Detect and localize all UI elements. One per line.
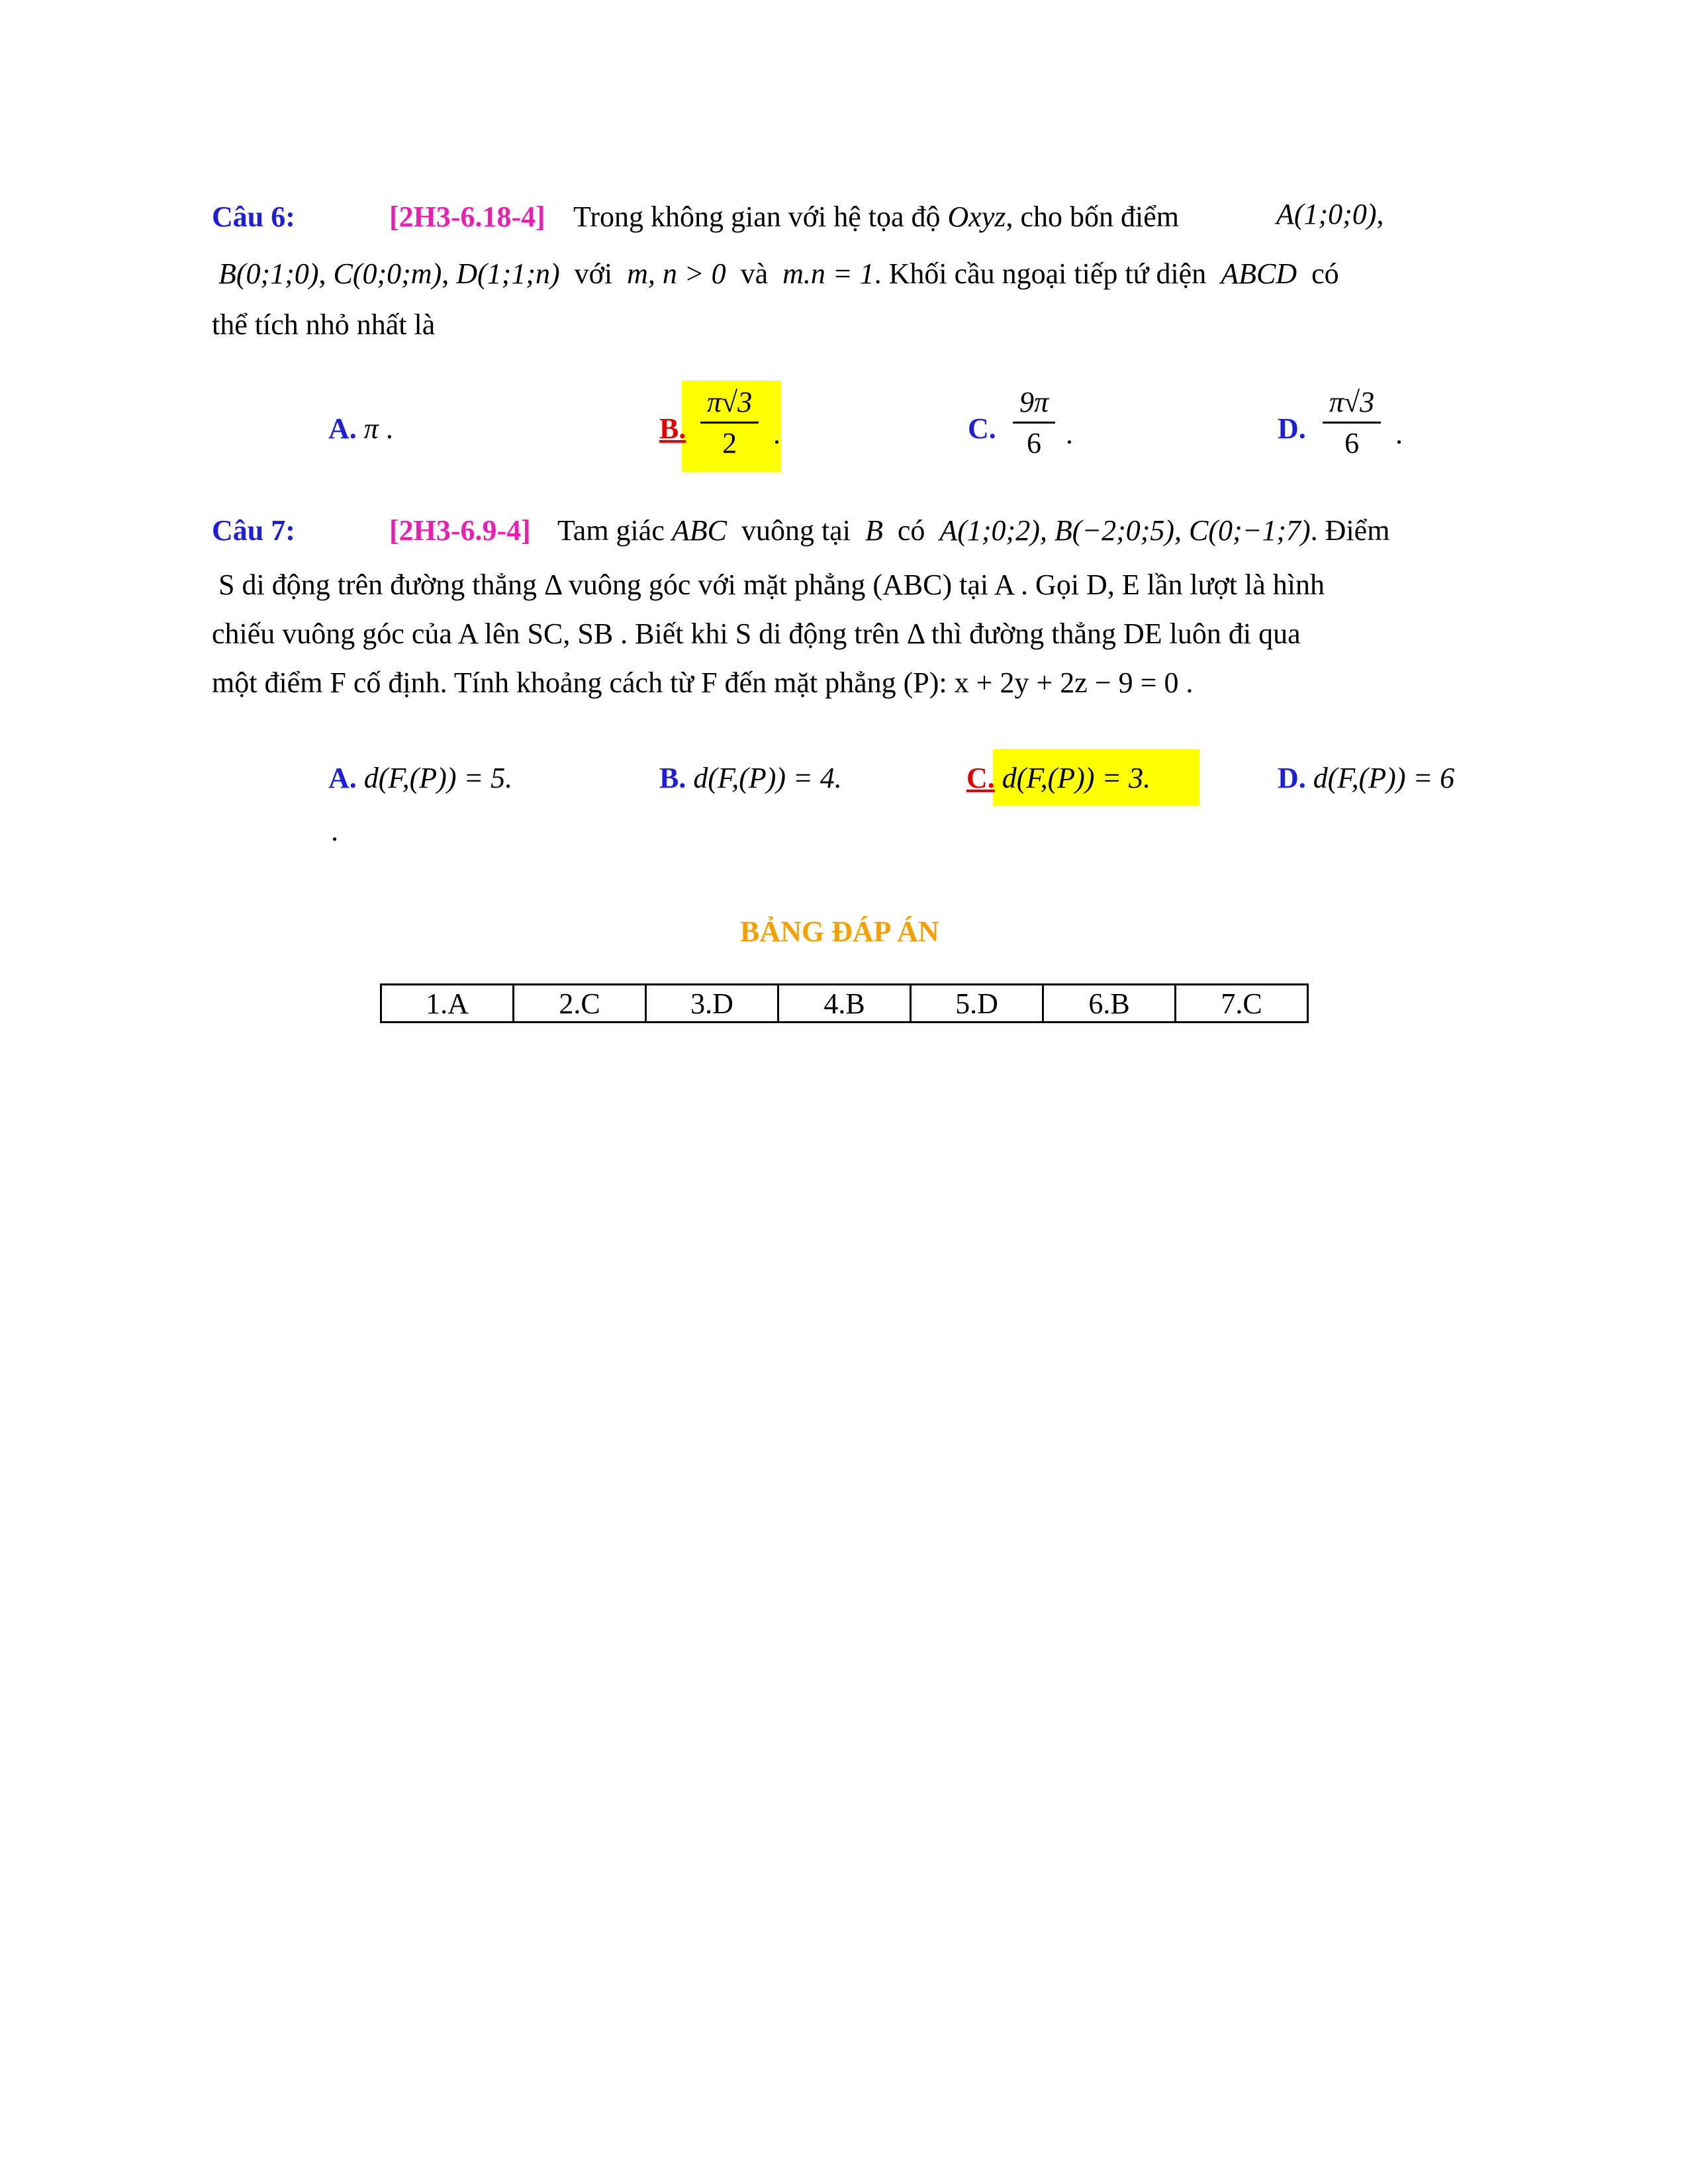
question-6-line2: B(0;1;0), C(0;0;m), D(1;1;n) với m, n > 0 và m.n = 1. Khối cầu ngoại tiếp tứ diện ABCD có bbox=[218, 257, 1339, 290]
question-7-line1: Tam giác ABC vuông tại B có A(1;0;2), B(−2;0;5), C(0;−1;7). Điểm bbox=[557, 514, 1390, 547]
answer-table-row bbox=[381, 985, 1308, 1023]
q6-option-c-dot: . bbox=[1066, 418, 1073, 450]
q7-option-d: D. d(F,(P)) = 6 bbox=[1278, 762, 1455, 794]
answer-cell: 4.B bbox=[778, 985, 911, 1023]
q6-option-b-fraction: $\frac{\pi√3}{2}$ bbox=[700, 385, 759, 460]
point-a: A(1;0;0), bbox=[1276, 198, 1384, 230]
question-6-line1: Trong không gian với hệ tọa độ Oxyz, cho bốn điểm bbox=[573, 201, 1179, 233]
question-7-line3: chiếu vuông góc của A lên SC, SB . Biết khi S di động trên Δ thì đường thẳng DE luôn đi qua bbox=[212, 617, 1301, 650]
q7-option-a: A. d(F,(P)) = 5. bbox=[328, 762, 513, 794]
q7-option-b: B. d(F,(P)) = 4. bbox=[659, 762, 842, 794]
q6-option-d-label: D. bbox=[1278, 412, 1306, 445]
answer-cell: 7.C bbox=[1176, 985, 1308, 1023]
q7-trailing-dot: . bbox=[331, 815, 338, 847]
q6-option-b-dot: . bbox=[773, 418, 780, 450]
question-6-tag: [2H3-6.18-4] bbox=[389, 201, 545, 233]
question-6-label: Câu 6: bbox=[212, 201, 295, 233]
answer-cell: 1.A bbox=[381, 985, 514, 1023]
question-7-tag: [2H3-6.9-4] bbox=[389, 514, 531, 547]
answer-table-title: BẢNG ĐÁP ÁN bbox=[740, 915, 939, 948]
q6-option-b-label: B. bbox=[659, 412, 686, 445]
answer-cell: 5.D bbox=[911, 985, 1043, 1023]
q6-option-d-fraction: $\frac{\pi√3}{6}$ bbox=[1323, 385, 1381, 460]
q6-option-a: A. π . bbox=[328, 412, 393, 445]
question-6-line3: thể tích nhỏ nhất là bbox=[212, 308, 436, 341]
q6-option-d-dot: . bbox=[1395, 418, 1403, 450]
q6-option-c-fraction: $\frac{9\pi}{6}$ bbox=[1013, 385, 1055, 460]
q6-option-c-label: C. bbox=[968, 412, 996, 445]
question-7-line2: S di động trên đường thẳng Δ vuông góc với mặt phẳng (ABC) tại A . Gọi D, E lần lượt là hình bbox=[218, 569, 1325, 601]
question-7-label: Câu 7: bbox=[212, 514, 295, 547]
question-7-line4: một điểm F cố định. Tính khoảng cách từ F đến mặt phẳng (P): x + 2y + 2z − 9 = 0 . bbox=[212, 666, 1194, 699]
answer-cell: 3.D bbox=[646, 985, 778, 1023]
answer-cell: 6.B bbox=[1043, 985, 1176, 1023]
answer-table bbox=[380, 983, 1309, 1023]
q7-option-c: C. d(F,(P)) = 3. bbox=[966, 762, 1151, 794]
answer-cell: 2.C bbox=[514, 985, 646, 1023]
